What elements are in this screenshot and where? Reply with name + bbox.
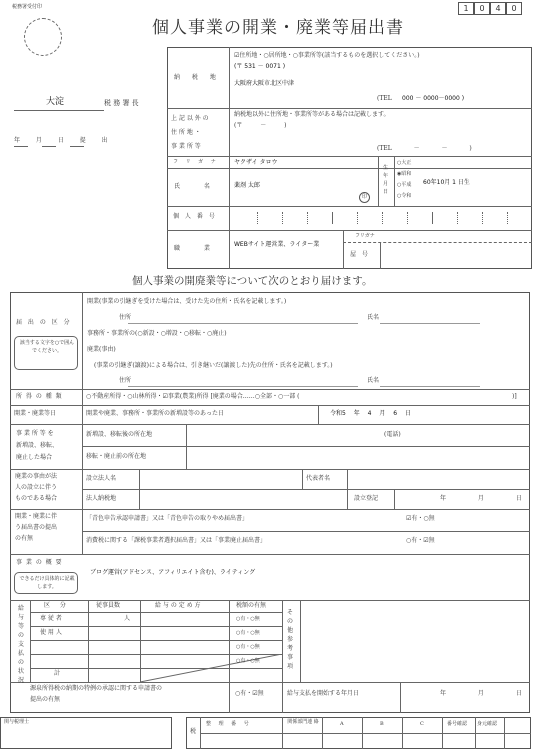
era-heisei[interactable]: ○平成 [397, 182, 412, 188]
income-options[interactable]: ○不動産所得・○山林所得・☑事業(農業)所得 [廃業の場合……○全部・○一部 ( [86, 393, 300, 400]
date-label: 開業・廃業等日 [14, 410, 57, 417]
tel-label: (TEL [377, 95, 392, 102]
other-address-label: 住 所 地 ・ [171, 129, 201, 136]
transfer-name-label: 氏名 [367, 377, 380, 384]
mynumber-cell-divider [257, 212, 258, 224]
wage-unit: 人 [124, 615, 131, 622]
id-check: 身元確認 [477, 721, 498, 727]
era-taisho[interactable]: ○大正 [397, 160, 412, 166]
submit-date: 年 月 日 提 出 [14, 137, 108, 144]
mynumber-cell-divider [457, 212, 458, 224]
mynumber-cell-divider [482, 212, 483, 224]
form-title: 個人事業の開業・廃業等届出書 [152, 18, 404, 38]
accountant-label: 関与税理士 [4, 719, 30, 725]
serial-label: 整 理 番 号 [206, 721, 252, 727]
wage-tax-answer[interactable]: ○有・○無 [236, 644, 260, 650]
mynumber-cell-divider [407, 212, 408, 224]
corp-reg-label: 設立登記 [354, 495, 379, 502]
wage-col-tax: 税額の有無 [236, 602, 267, 609]
other-items-label: その他参考事項 [287, 609, 294, 670]
taxpayer-box [167, 47, 532, 269]
wage-row-employee: 使 用 人 [40, 629, 62, 636]
office-change-label: 事 業 所 等 を [16, 430, 54, 437]
other-address-label: 事 業 所 等 [171, 143, 201, 150]
corp-rep-label: 代表者名 [306, 475, 331, 482]
category-label: 届 出 の 区 分 [16, 319, 72, 326]
wage-col-method: 給 与 の 定 め 方 [155, 602, 201, 609]
office-suffix: 税 務 署 長 [104, 99, 139, 107]
transfer-line: (事業の引継ぎ(譲渡)による場合は、引き継いだ(譲渡した)先の住所・氏名を記載します。) [94, 362, 333, 369]
other-address-note: 納税地以外に住所地・事業所等がある場合は記載します。 [234, 111, 390, 118]
shop-label: 屋 号 [350, 251, 368, 258]
code-digit: 1 [458, 2, 474, 15]
overview-note: できるだけ具体的に記載します。 [19, 576, 75, 590]
wage-side-label: 給与等の支払の状況 [18, 605, 25, 684]
seal-mark: 印 [359, 192, 370, 203]
job-label: 職 業 [174, 245, 210, 252]
era-showa[interactable]: ◉昭和 [397, 171, 412, 177]
wage-start-date: 年 月 日 [440, 690, 522, 697]
corp-label: 人の設立に伴う [15, 484, 58, 491]
other-tel[interactable]: (TEL － － ) [377, 145, 472, 152]
code-digit: 4 [490, 2, 506, 15]
transfer-address-label: 住所 [119, 377, 132, 384]
blue-doc-answer[interactable]: ☑有・○無 [406, 515, 435, 522]
blue-doc: 「青色申告承認申請書」又は「青色申告の取りやめ届出書」 [86, 515, 249, 522]
overview-value[interactable]: ブログ運営(アドセンス、アフィリエイト含む)、ライティング [90, 569, 256, 576]
mynumber-cell-divider [382, 212, 383, 224]
job-value[interactable]: WEBサイト運営業、ライター業 [234, 241, 320, 248]
close-line[interactable]: 廃業(事由) [87, 346, 116, 353]
era-reiwa[interactable]: ○令和 [397, 193, 412, 199]
mynumber-field[interactable] [232, 208, 532, 228]
stamp-circle [24, 18, 62, 56]
furigana-label: フ リ ガ ナ [173, 159, 219, 165]
name-label: 氏 名 [174, 183, 210, 190]
wage-total: 計 [54, 670, 61, 677]
office-use-tax: 税 [190, 728, 197, 735]
wage-start-label: 給与支払を開始する年月日 [287, 690, 360, 697]
phone-label: (電話) [384, 431, 401, 438]
date-desc: 開業や廃業、事務所・事業所の新増設等のあった日 [86, 410, 224, 417]
wage-total-slash [140, 654, 282, 682]
category-note: 該当する文字を○で囲んでください。 [19, 340, 75, 354]
docs-label: う届出書の提出 [15, 524, 58, 531]
wage-tax-answer[interactable]: ○有・○無 [236, 616, 260, 622]
corp-reg-date: 年 月 日 [440, 495, 522, 502]
other-address-label: 上 記 以 外 の [171, 115, 209, 122]
wage-row-family: 専 従 者 [40, 615, 62, 622]
corp-label: ものである場合 [15, 495, 58, 502]
subtitle: 個人事業の開廃業等について次のとおり届けます。 [132, 275, 373, 287]
mynumber-cell-divider [507, 212, 508, 224]
open-line[interactable]: 開業(事業の引継ぎを受けた場合は、受けた先の住所・氏名を記載します。) [87, 298, 287, 305]
docs-label: の有無 [15, 535, 34, 542]
address-options[interactable]: ☑住所地・○居所地・○事業所等(該当するものを選択してください。) [234, 52, 420, 59]
office-line[interactable]: 事務所・事業所の(○新設・○増設・○移転・○廃止) [87, 330, 227, 337]
open-name-label: 氏名 [367, 314, 380, 321]
stamp-label: 税務署受付印 [12, 4, 43, 10]
num-check: 番号確認 [447, 721, 468, 727]
col-c: C [420, 721, 424, 727]
corp-tax-label: 法人納税地 [86, 495, 117, 502]
wage-tax-answer[interactable]: ○有・○無 [236, 630, 260, 636]
other-postal[interactable]: (〒 － ) [234, 122, 287, 129]
address-label: 納 税 地 [174, 74, 221, 81]
tel-value[interactable]: 000 － 0000－0000 ) [402, 95, 465, 102]
corp-name-label: 設立法人名 [86, 475, 117, 482]
docs-label: 開業・廃業に伴 [15, 513, 58, 520]
new-office-label: 新増設、移転後の所在地 [86, 431, 153, 438]
mynumber-cell-divider [357, 212, 358, 224]
overview-label: 事 業 の 概 要 [16, 559, 63, 566]
date-value[interactable]: 令和5 年 4 月 6 日 [330, 410, 411, 417]
wage-tax-answer[interactable]: ○有・○無 [236, 658, 260, 664]
mynumber-cell-divider [307, 212, 308, 224]
postal-code[interactable]: (〒 531 － 0071 ) [234, 63, 286, 70]
code-digit: 0 [506, 2, 522, 15]
furigana-value[interactable]: ヤクザイ タロウ [234, 159, 278, 166]
birth-label: 生年月日 [383, 165, 389, 195]
office-name: 大淀 [46, 97, 65, 107]
special-label: 提出の有無 [30, 696, 61, 703]
open-address-label: 住所 [119, 314, 132, 321]
special-label: 源泉所得税の納期の特例の承認に関する申請書の [30, 685, 163, 692]
dept-label: 関係部門連 絡 [287, 719, 319, 725]
mynumber-cell-divider [432, 212, 433, 224]
office-change-label: 新増設、移転、 [16, 442, 59, 449]
tax-doc: 消費税に関する「課税事業者選択届出書」又は「事業廃止届出書」 [86, 537, 267, 544]
tax-doc-answer[interactable]: ○有・☑無 [406, 537, 435, 544]
special-answer[interactable]: ○有・☑無 [235, 690, 264, 697]
furigana2-label: フリガナ [355, 233, 375, 239]
address-value[interactable]: 大阪府大阪市北区中津 [234, 80, 295, 87]
code-digit: 0 [474, 2, 490, 15]
income-label: 所 得 の 種 類 [16, 393, 63, 400]
birth-date[interactable]: 60年10月 1 日生 [423, 179, 470, 186]
wage-col-count: 従事員数 [96, 602, 121, 609]
name-value[interactable]: 薬剤 太郎 [234, 182, 260, 189]
mynumber-label: 個 人 番 号 [173, 213, 217, 220]
mynumber-cell-divider [282, 212, 283, 224]
office-change-label: 廃止した場合 [16, 454, 53, 461]
mynumber-cell-divider [332, 212, 333, 224]
old-office-label: 移転・廃止前の所在地 [86, 453, 147, 460]
corp-label: 廃業の事由が法 [15, 473, 58, 480]
col-b: B [380, 721, 384, 727]
col-a: A [340, 721, 344, 727]
wage-col-category: 区 分 [44, 602, 66, 609]
